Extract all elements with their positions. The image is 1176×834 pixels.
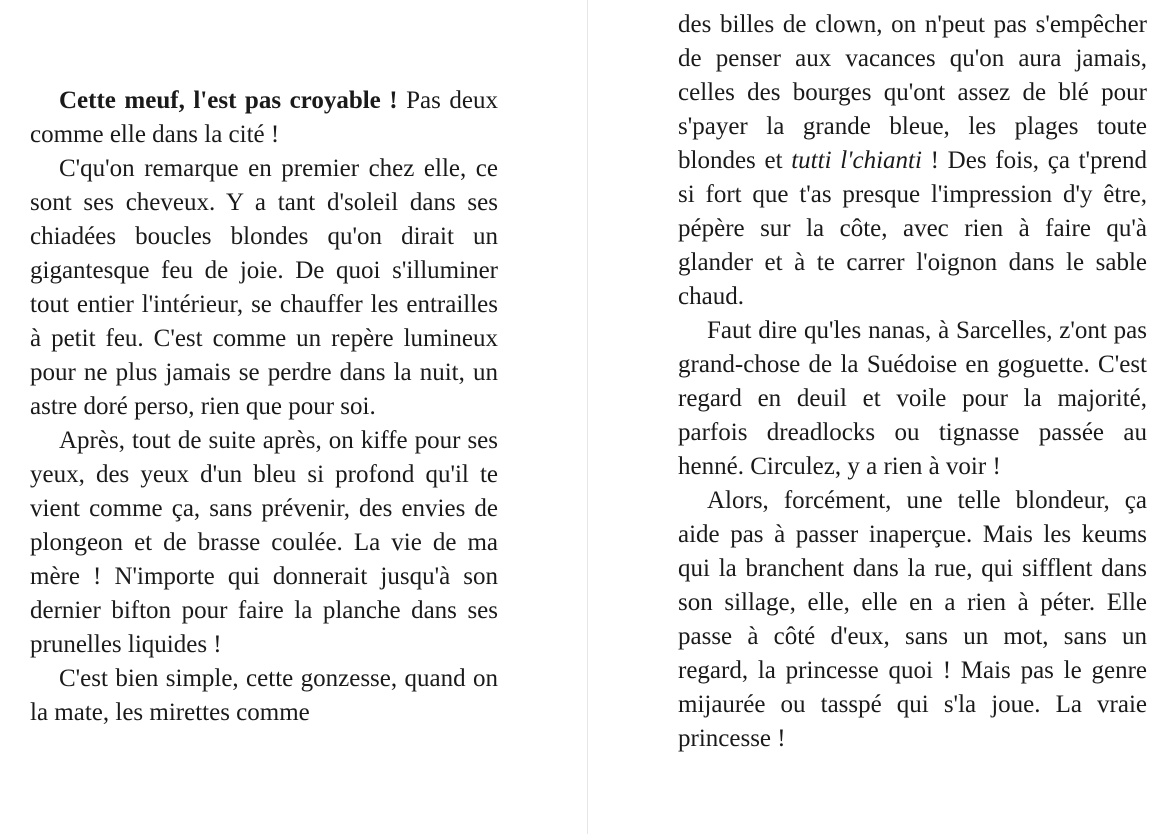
right-page [678, 0, 1147, 834]
page-divider [587, 0, 588, 834]
left-page-text [30, 0, 498, 730]
paragraph-text: Pas deux comme elle dans la cité ! [30, 87, 498, 148]
paragraph-bold-lead: Cette meuf, l'est pas croyable ! [59, 87, 398, 114]
paragraph-italic-phrase: tutti l'chianti [791, 147, 922, 174]
paragraph: Alors, forcément, une telle blondeur, ça aide pas à passer inaperçue. Mais les keums qui la branchent dans la rue, qui sifflent dans son sillage, elle, elle en a rien à péter. Elle passe à côté d'eux, sans un mot, sans un regard, la princesse quoi ! Mais pas le genre mijaurée ou tasspé qui s'la joue. La vraie princesse ! [678, 487, 1147, 752]
paragraph: Après, tout de suite après, on kiffe pour ses yeux, des yeux d'un bleu si profond qu'il te vient comme ça, sans prévenir, des envies de plongeon et de brasse coulée. La vie de ma mère ! N'importe qui donnerait jusqu'à son dernier bifton pour faire la planche dans ses prunelles liquides ! [30, 427, 498, 658]
paragraph-text: des billes de clown, on n'peut pas s'empêcher de penser aux vacances qu'on aura jamais, celles des bourges qu'ont assez de blé pour s'payer la grande bleue, les plages toute blondes et [678, 11, 1147, 174]
paragraph: C'qu'on remarque en premier chez elle, ce sont ses cheveux. Y a tant d'soleil dans ses chiadées boucles blondes qu'on dirait un gigantesque feu de joie. De quoi s'illuminer tout entier l'intérieur, se chauffer les entrailles à petit feu. C'est comme un repère lumineux pour ne plus jamais se perdre dans la nuit, un astre doré perso, rien que pour soi. [30, 155, 498, 420]
paragraph-text: ! Des fois, ça t'prend si fort que t'as presque l'impression d'y être, pépère sur la côte, avec rien à faire qu'à glander et à te carrer l'oignon dans le sable chaud. [678, 147, 1147, 310]
right-page-text [678, 0, 1147, 756]
paragraph: Faut dire qu'les nanas, à Sarcelles, z'ont pas grand-chose de la Suédoise en goguette. C'est regard en deuil et voile pour la majorité, parfois dreadlocks ou tignasse passée au henné. Circulez, y a rien à voir ! [678, 317, 1147, 480]
paragraph [30, 84, 498, 152]
paragraph-continuation [678, 8, 1147, 314]
left-page [30, 0, 498, 834]
paragraph: C'est bien simple, cette gonzesse, quand on la mate, les mirettes comme [30, 665, 498, 726]
